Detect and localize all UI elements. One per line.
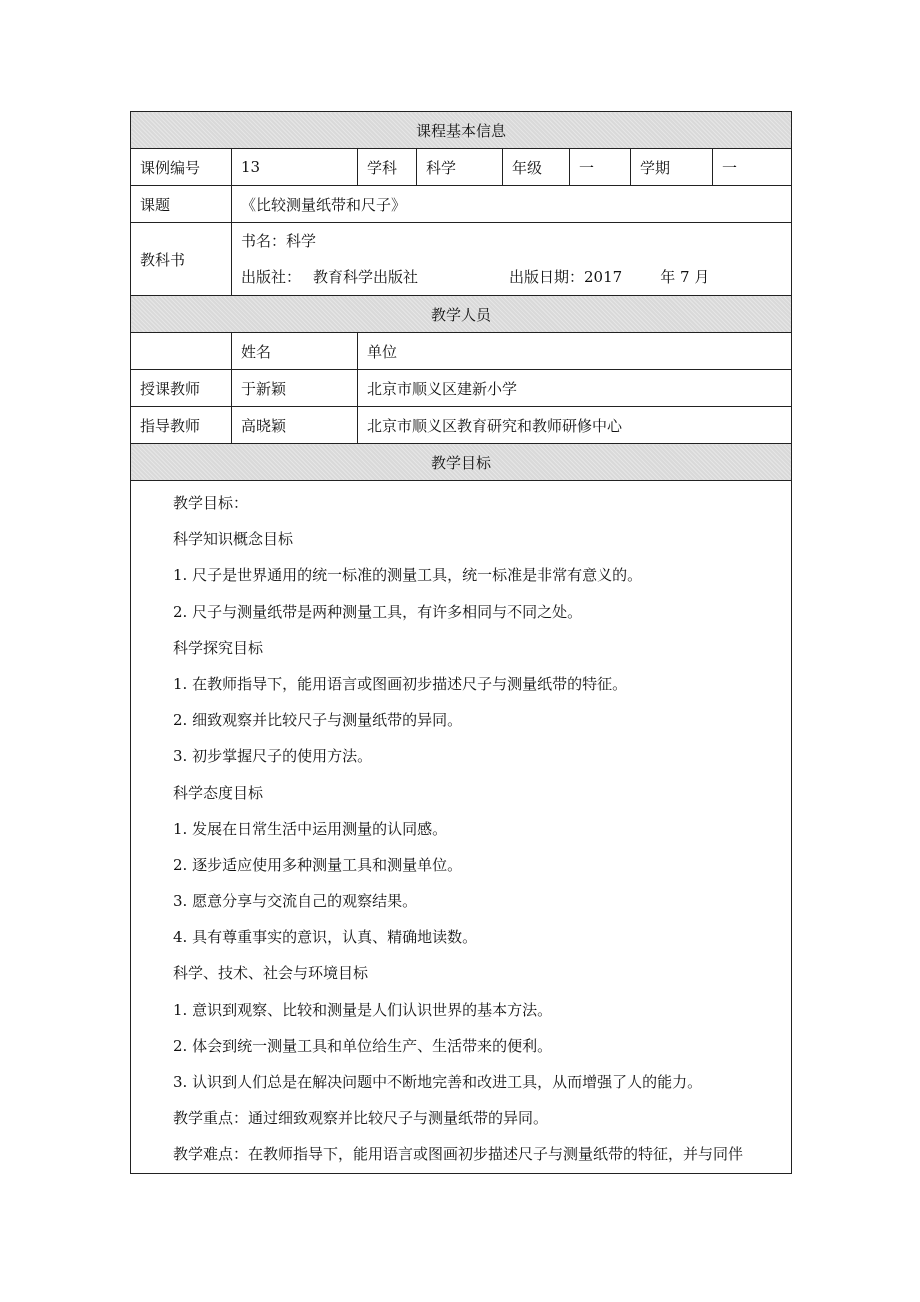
pub-year: 2017 [584, 268, 623, 286]
goal-line: 4. 具有尊重事实的意识，认真、精确地读数。 [173, 928, 478, 947]
staff-name-col: 姓名 [232, 333, 358, 370]
goal-line: 3. 初步掌握尺子的使用方法。 [173, 747, 373, 766]
book-name-label: 书名： [241, 232, 287, 250]
grade-value: 一 [570, 149, 631, 186]
book-name-line [241, 223, 782, 259]
staff-role: 授课教师 [131, 370, 232, 407]
goal-line: 科学态度目标 [173, 783, 264, 802]
staff-unit: 北京市顺义区教育研究和教师研修中心 [358, 407, 792, 444]
goal-line: 教学目标： [173, 494, 249, 512]
month-unit: 月 [694, 268, 710, 286]
staff-role: 指导教师 [131, 407, 232, 444]
goal-line: 3. 愿意分享与交流自己的观察结果。 [173, 892, 418, 911]
goal-line: 1. 在教师指导下，能用语言或图画初步描述尺子与测量纸带的特征。 [173, 674, 628, 693]
staff-name: 于新颖 [232, 370, 358, 407]
goal-line: 2. 体会到统一测量工具和单位给生产、生活带来的便利。 [173, 1036, 553, 1055]
goal-line: 科学知识概念目标 [173, 530, 294, 549]
staff-row [131, 407, 792, 444]
staff-unit-col: 单位 [358, 333, 792, 370]
staff-header: 教学人员 [131, 296, 792, 333]
goal-line: 2. 细致观察并比较尺子与测量纸带的异同。 [173, 711, 463, 730]
pub-date-label: 出版日期： [509, 268, 585, 286]
goals-body [131, 481, 792, 1174]
pub-month: 7 [680, 268, 690, 286]
textbook-label: 教科书 [131, 223, 232, 296]
topic-value: 《比较测量纸带和尺子》 [232, 186, 792, 223]
staff-blank-cell [131, 333, 232, 370]
publisher-value: 教育科学出版社 [313, 268, 419, 286]
goal-line: 1. 意识到观察、比较和测量是人们认识世界的基本方法。 [173, 1000, 553, 1019]
goal-line: 3. 认识到人们总是在解决问题中不断地完善和改进工具，从而增强了人的能力。 [173, 1073, 703, 1091]
subject-label: 学科 [358, 149, 417, 186]
case-no-value: 13 [232, 149, 358, 186]
goal-line: 科学探究目标 [173, 638, 264, 657]
book-name-value: 科学 [286, 232, 317, 250]
term-value: 一 [713, 149, 792, 186]
topic-label: 课题 [131, 186, 232, 223]
staff-name: 高晓颖 [232, 407, 358, 444]
goal-line: 2. 逐步适应使用多种测量工具和测量单位。 [173, 855, 463, 874]
staff-row [131, 370, 792, 407]
staff-unit: 北京市顺义区建新小学 [358, 370, 792, 407]
goal-line: 1. 发展在日常生活中运用测量的认同感。 [173, 819, 448, 838]
term-label: 学期 [631, 149, 713, 186]
subject-value: 科学 [417, 149, 503, 186]
lesson-plan-table [130, 111, 792, 1174]
goal-line: 教学重点：通过细致观察并比较尺子与测量纸带的异同。 [173, 1109, 549, 1128]
case-no-label: 课例编号 [131, 149, 232, 186]
goal-line: 科学、技术、社会与环境目标 [173, 964, 369, 983]
basic-info-header: 课程基本信息 [131, 112, 792, 149]
year-unit: 年 [660, 268, 676, 286]
goal-line: 教学难点：在教师指导下，能用语言或图画初步描述尺子与测量纸带的特征，并与同伴 [173, 1145, 744, 1164]
goal-line: 2. 尺子与测量纸带是两种测量工具，有许多相同与不同之处。 [173, 602, 583, 621]
goals-header: 教学目标 [131, 444, 792, 481]
grade-label: 年级 [503, 149, 570, 186]
publisher-label: 出版社： [241, 268, 302, 286]
goal-line: 1. 尺子是世界通用的统一标准的测量工具，统一标准是非常有意义的。 [173, 566, 643, 585]
publisher-line [241, 259, 782, 295]
textbook-info [232, 223, 792, 296]
